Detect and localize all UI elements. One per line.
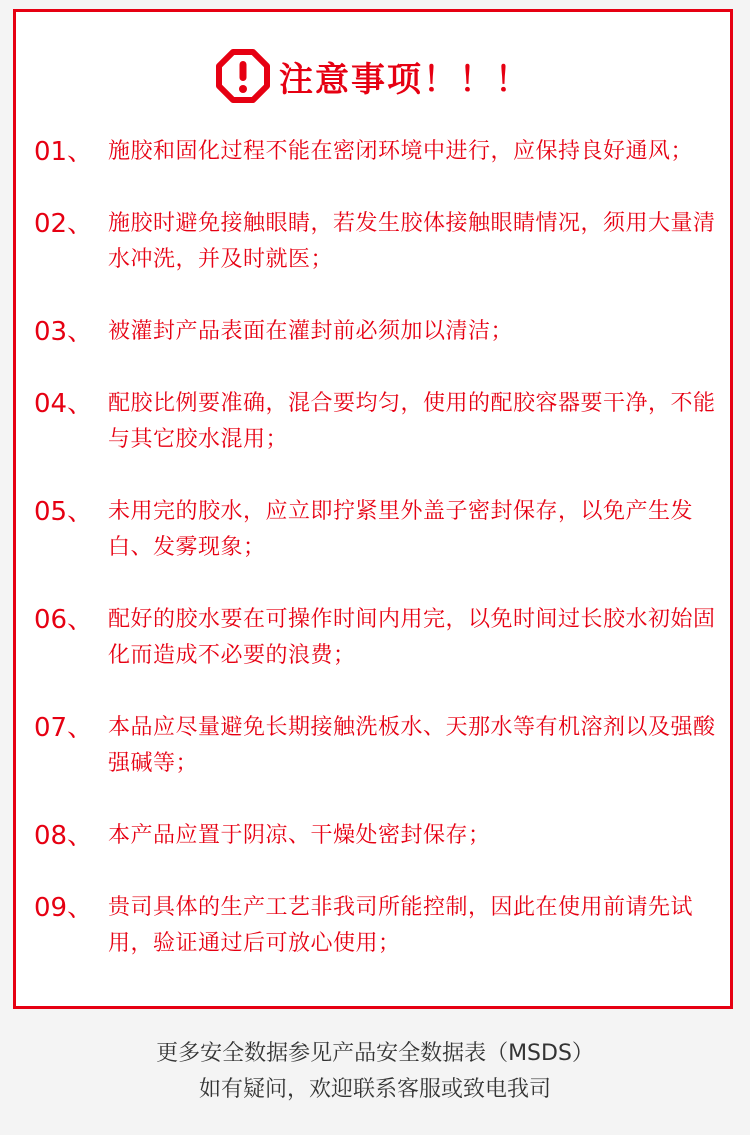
notice-item-number: 07、 [34,713,94,743]
footer-note [0,1036,750,1108]
notice-title: 注意事项！！！ [279,59,531,100]
footer-msds-line: 更多安全数据参见产品安全数据表（MSDS） [156,1041,594,1066]
notice-item-number: 02、 [34,209,94,239]
notice-list [34,134,716,998]
notice-item-text: 本产品应置于阴凉、干燥处密封保存； [108,823,491,848]
notice-item [34,386,716,458]
notice-item-text: 贵司具体的生产工艺非我司所能控制，因此在使用前请先试用，验证通过后可放心使用； [108,895,694,956]
warning-octagon-icon [215,48,271,104]
notice-item-number: 05、 [34,497,94,527]
notice-item-text: 配胶比例要准确，混合要均匀，使用的配胶容器要干净，不能与其它胶水混用； [108,391,716,452]
notice-item-number: 09、 [34,893,94,923]
footer-contact-line: 如有疑问，欢迎联系客服或致电我司 [198,1077,551,1102]
notice-item [34,602,716,674]
notice-item-number: 04、 [34,389,94,419]
notice-item-text: 本品应尽量避免长期接触洗板水、天那水等有机溶剂以及强酸强碱等； [108,715,716,776]
notice-item [34,818,716,854]
notice-item [34,710,716,782]
notice-item-number: 06、 [34,605,94,635]
notice-item-text: 未用完的胶水，应立即拧紧里外盖子密封保存，以免产生发白、发雾现象； [108,499,694,560]
notice-item-text: 施胶时避免接触眼睛，若发生胶体接触眼睛情况，须用大量清水冲洗，并及时就医； [108,211,716,272]
notice-item-text: 配好的胶水要在可操作时间内用完，以免时间过长胶水初始固化而造成不必要的浪费； [108,607,716,668]
notice-item [34,206,716,278]
notice-card [13,9,733,1009]
notice-item-text: 施胶和固化过程不能在密闭环境中进行，应保持良好通风； [108,139,694,164]
notice-item [34,494,716,566]
notice-item [34,134,716,170]
notice-item-number: 01、 [34,137,94,167]
notice-item-number: 08、 [34,821,94,851]
notice-item [34,314,716,350]
notice-item-number: 03、 [34,317,94,347]
notice-item [34,890,716,962]
notice-header [16,46,730,106]
notice-item-text: 被灌封产品表面在灌封前必须加以清洁； [108,319,514,344]
